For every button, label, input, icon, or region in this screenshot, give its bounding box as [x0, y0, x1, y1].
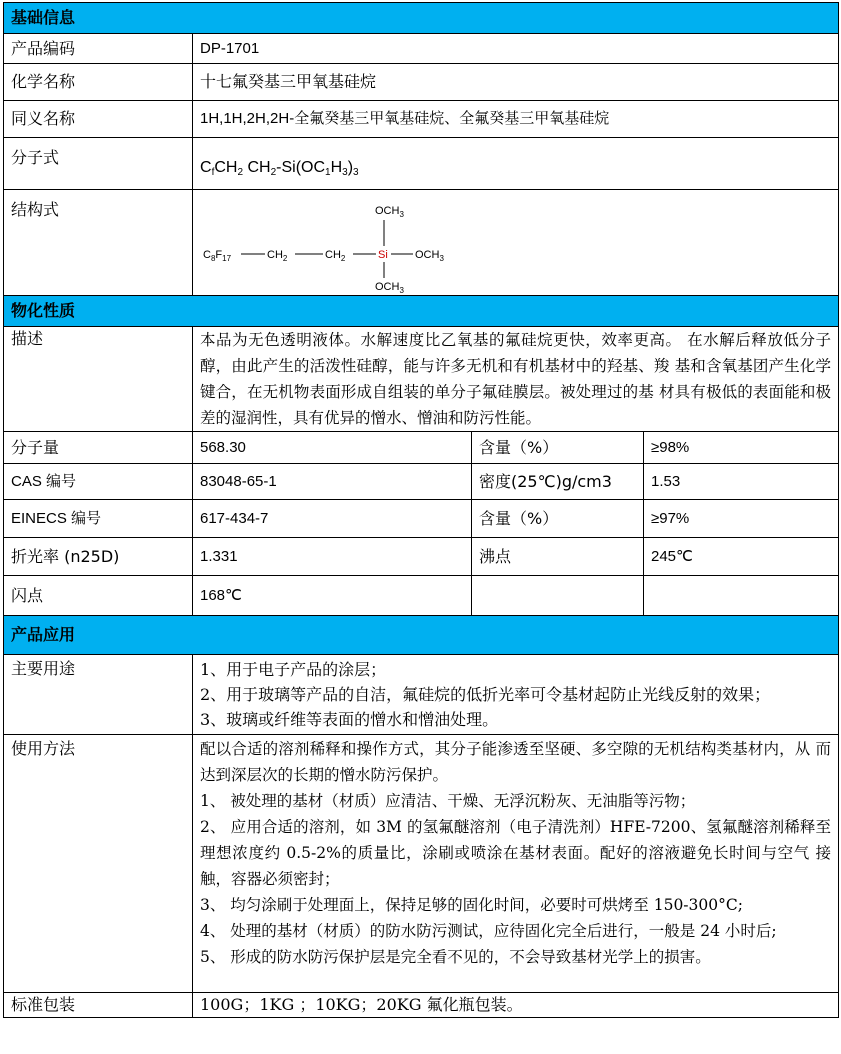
method-line: 1、 被处理的基材（材质）应清洁、干燥、无浮沉粉灰、无油脂等污物； — [200, 792, 696, 810]
row-structure — [4, 190, 839, 296]
group-ch2-b: $CH_2$ — [325, 249, 346, 263]
method-line: 3、 均匀涂刷于处理面上，保持足够的固化时间，必要时可烘烤至 150-300°C; — [200, 896, 743, 914]
structural-formula-diagram — [193, 190, 493, 294]
value-synonym: 1H,1H,2H,2H-全氟癸基三甲氧基硅烷、全氟癸基三甲氧基硅烷 — [193, 101, 839, 138]
section-title: 产品应用 — [4, 616, 839, 655]
row-prop-2 — [4, 464, 839, 500]
value-product-code: DP-1701 — [193, 34, 839, 64]
label-usage-method: 使用方法 — [4, 735, 193, 993]
method-line: 配以合适的溶剂稀释和操作方式，其分子能渗透至坚硬、多空隙的无机结构类基材内，从 而达到深层次的长期的憎水防污保护。 — [200, 740, 832, 784]
section-header-physchem — [4, 296, 839, 327]
label-product-code: 产品编码 — [4, 34, 193, 64]
value-content-2: ≥97% — [644, 500, 839, 538]
label-content: 含量（%） — [472, 432, 644, 464]
row-product-code — [4, 34, 839, 64]
value-boiling-point: 245℃ — [644, 538, 839, 576]
method-line: 2、 应用合适的溶剂，如 3M 的氢氟醚溶剂（电子清洗剂）HFE-7200、氢氟醚溶剂稀释至 理想浓度约 0.5-2%的质量比，涂刷或喷涂在基材表面。配好的溶液避免长时间与空气 接触，容器必须密封； — [200, 818, 832, 888]
use-line: 3、玻璃或纤维等表面的憎水和憎油处理。 — [200, 710, 499, 729]
value-density: 1.53 — [644, 464, 839, 500]
label-refractive-index: 折光率 (n25D) — [4, 538, 193, 576]
label-synonym: 同义名称 — [4, 101, 193, 138]
value-packaging: 100G；1KG ；10KG；20KG 氟化瓶包装。 — [193, 993, 839, 1018]
row-synonym — [4, 101, 839, 138]
section-title: 基础信息 — [4, 3, 839, 34]
use-line: 1、用于电子产品的涂层； — [200, 660, 387, 679]
value-main-use — [193, 655, 839, 735]
label-chemical-name: 化学名称 — [4, 64, 193, 101]
value-refractive-index: 1.331 — [193, 538, 472, 576]
section-header-basic — [4, 3, 839, 34]
use-line: 2、用于玻璃等产品的自洁，氟硅烷的低折光率可令基材起防止光线反射的效果； — [200, 685, 771, 704]
group-c8f17: $C_8F_{17}$ — [203, 249, 232, 263]
value-einecs: 617-434-7 — [193, 500, 472, 538]
label-boiling-point: 沸点 — [472, 538, 644, 576]
label-structure: 结构式 — [4, 190, 193, 296]
value-content: ≥98% — [644, 432, 839, 464]
label-molecular-weight: 分子量 — [4, 432, 193, 464]
row-prop-1 — [4, 432, 839, 464]
group-och3-right: $OCH_3$ — [415, 249, 444, 263]
value-molecular-formula: $C_fCH_2$ $CH_2-Si(OC_1H_3)_3$ — [193, 138, 839, 190]
method-line: 5、 形成的防水防污保护层是完全看不见的，不会导致基材光学上的损害。 — [200, 948, 711, 966]
group-ch2-a: $CH_2$ — [267, 249, 288, 263]
label-einecs: EINECS 编号 — [4, 500, 193, 538]
row-prop-5 — [4, 576, 839, 616]
row-packaging — [4, 993, 839, 1018]
method-line: 4、 处理的基材（材质）的防水防污测试，应待固化完全后进行，一般是 24 小时后; — [200, 922, 777, 940]
value-molecular-weight: 568.30 — [193, 432, 472, 464]
row-chemical-name — [4, 64, 839, 101]
row-description — [4, 327, 839, 432]
empty-cell — [644, 576, 839, 616]
label-density: 密度(25℃)g/cm3 — [472, 464, 644, 500]
label-flash-point: 闪点 — [4, 576, 193, 616]
row-main-use — [4, 655, 839, 735]
structure-cell — [193, 190, 839, 296]
row-molecular-formula — [4, 138, 839, 190]
group-och3-bottom: $OCH_3$ — [375, 281, 404, 294]
row-usage-method — [4, 735, 839, 993]
value-cas: 83048-65-1 — [193, 464, 472, 500]
atom-si: Si — [378, 249, 388, 261]
label-main-use: 主要用途 — [4, 655, 193, 735]
section-title: 物化性质 — [4, 296, 839, 327]
product-spec-table — [3, 2, 839, 1018]
value-description: 本品为无色透明液体。水解速度比乙氧基的氟硅烷更快，效率更高。 在水解后释放低分子醇，由此产生的活泼性硅醇，能与许多无机和有机基材中的羟基、羧 基和含氧基团产生化学键合，在无机物表面形成自组装的单分子氟硅膜层。被处理过的基 材具有极低的表面能和极差的湿润性，具有优异的憎水、憎油和防污性能。 — [193, 327, 839, 432]
row-prop-4 — [4, 538, 839, 576]
label-content-2: 含量（%） — [472, 500, 644, 538]
label-packaging: 标准包装 — [4, 993, 193, 1018]
empty-cell — [472, 576, 644, 616]
row-prop-3 — [4, 500, 839, 538]
label-description: 描述 — [4, 327, 193, 432]
section-header-application — [4, 616, 839, 655]
group-och3-top: $OCH_3$ — [375, 205, 404, 219]
label-cas: CAS 编号 — [4, 464, 193, 500]
value-chemical-name: 十七氟癸基三甲氧基硅烷 — [193, 64, 839, 101]
label-molecular-formula: 分子式 — [4, 138, 193, 190]
value-usage-method — [193, 735, 839, 993]
value-flash-point: 168℃ — [193, 576, 472, 616]
